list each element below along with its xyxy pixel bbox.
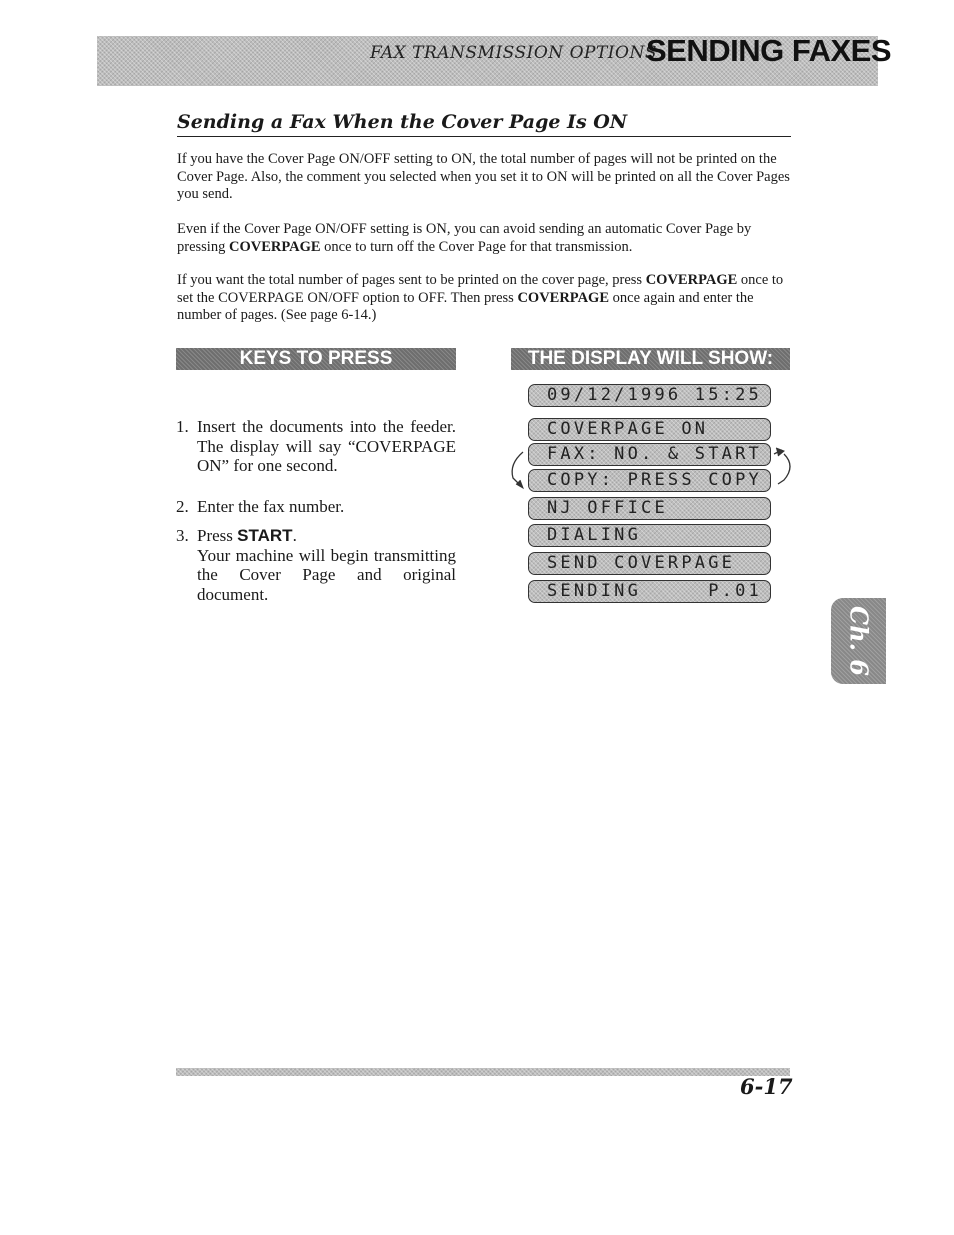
lcd-dialing: DIALING	[528, 524, 771, 547]
paragraph-text: once again and enter the number of pages. (See page 6-14.)	[177, 289, 754, 323]
footer-rule	[176, 1068, 790, 1076]
step-number: 3.	[176, 526, 189, 545]
alternate-arrow-right-icon	[772, 442, 800, 490]
alternate-arrow-left-icon	[503, 448, 531, 492]
header-section-title: FAX TRANSMISSION OPTIONS	[370, 43, 657, 63]
lcd-copy-press-copy: COPY: PRESS COPY	[528, 469, 771, 492]
coverpage-key: COVERPAGE	[645, 272, 738, 288]
step-number: 2.	[176, 496, 189, 516]
page-number: 6-17	[740, 1074, 793, 1099]
chapter-tab	[831, 598, 886, 684]
coverpage-key: COVERPAGE	[517, 289, 610, 306]
paragraph-text: Even if the Cover Page ON/OFF setting is ON, you can avoid sending an automatic Cover Page by pressing	[177, 221, 752, 255]
step-prefix: Press	[197, 526, 238, 545]
step-suffix: .	[292, 526, 297, 545]
step-number: 1.	[176, 417, 189, 436]
paragraph-avoid-cover-page	[177, 221, 793, 256]
lcd-fax-no-start: FAX: NO. & START	[528, 443, 771, 466]
paragraph-cover-page-on: If you have the Cover Page ON/OFF setting to ON, the total number of pages will not be printed on the Cover Page. Also, the comment you selected when you set it to ON will be printed on all the Cover Pages you send.	[177, 151, 790, 202]
lcd-nj-office: NJ OFFICE	[528, 497, 771, 520]
coverpage-key: COVERPAGE	[228, 238, 321, 255]
paragraph-text: If you want the total number of pages sent to be printed on the cover page, press	[177, 272, 646, 288]
paragraph-text: once to set the COVERPAGE ON/OFF option to OFF. Then press	[177, 272, 784, 306]
step-2	[176, 497, 456, 517]
paragraph-text: once to turn off the Cover Page for that transmission.	[320, 238, 633, 255]
step-1	[176, 417, 456, 476]
lcd-send-coverpage: SEND COVERPAGE	[528, 552, 771, 575]
step-text	[197, 526, 456, 604]
step-3	[176, 526, 456, 604]
start-key: START	[237, 526, 293, 545]
step-text: Enter the fax number.	[197, 496, 345, 516]
header-chapter-title: SENDING FAXES	[646, 33, 891, 68]
lcd-coverpage-on: COVERPAGE ON	[528, 418, 771, 441]
chapter-tab-label: Ch. 6	[844, 606, 873, 676]
step-detail: Your machine will begin transmitting the Cover Page and original document.	[197, 545, 456, 604]
lcd-sending-page: SENDING P.01	[528, 580, 771, 603]
step-text: Insert the documents into the feeder. The display will say “COVERPAGE ON” for one second.	[197, 417, 456, 475]
lcd-date-time: 09/12/1996 15:25	[528, 384, 771, 407]
steps-list	[176, 417, 456, 614]
paragraph-total-pages	[177, 272, 793, 325]
section-title: Sending a Fax When the Cover Page Is ON	[177, 111, 791, 137]
keys-to-press-header: KEYS TO PRESS	[176, 348, 456, 370]
display-will-show-header: THE DISPLAY WILL SHOW:	[511, 348, 790, 370]
